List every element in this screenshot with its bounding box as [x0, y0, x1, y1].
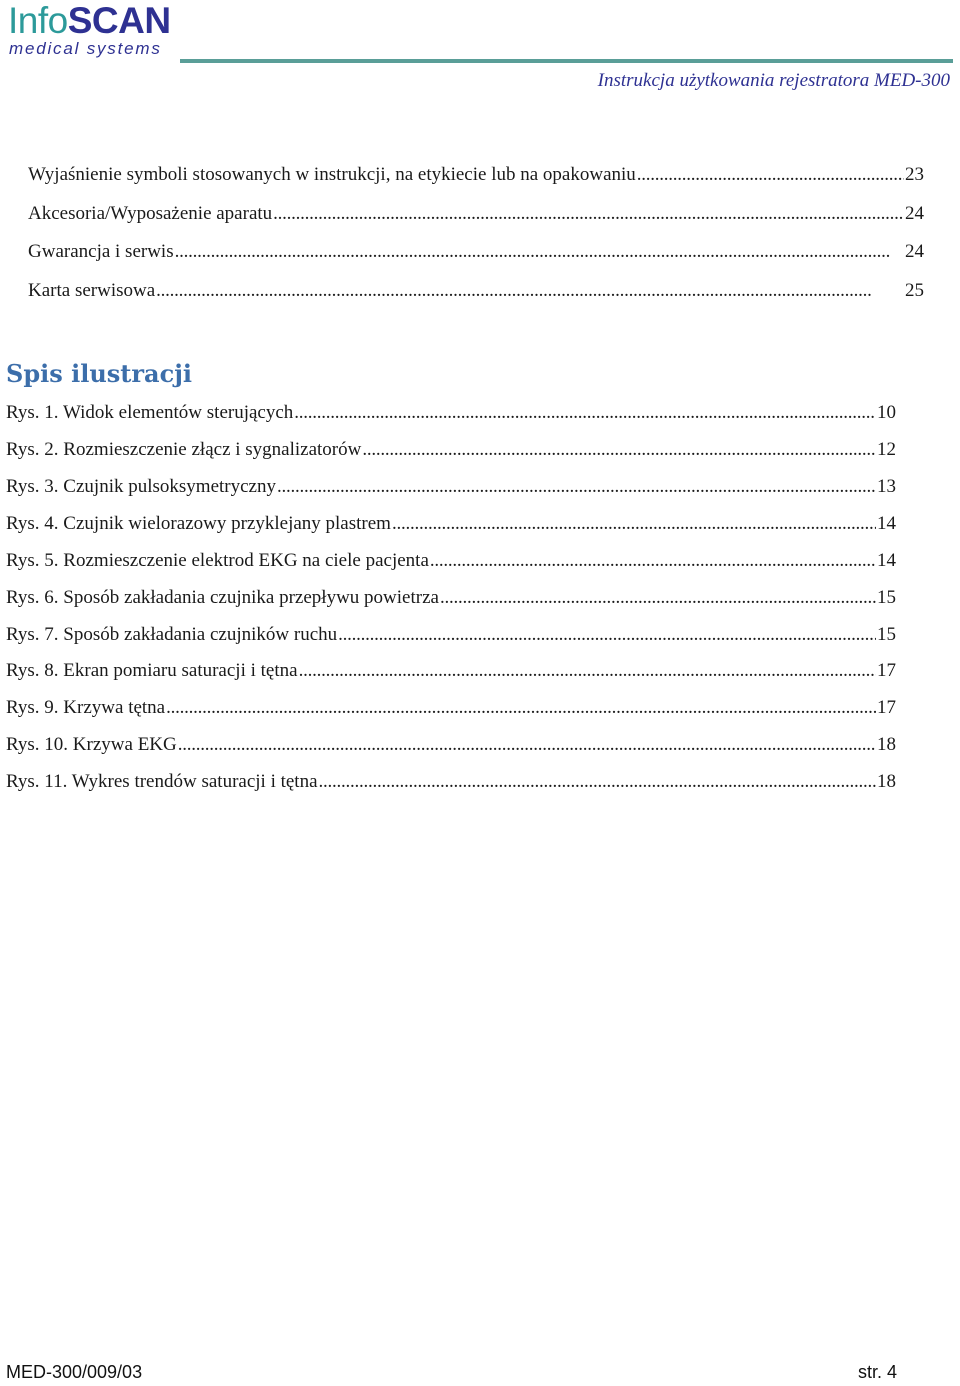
toc-leader-dots [277, 475, 876, 499]
figure-entry-label: Rys. 3. Czujnik pulsoksymetryczny [6, 476, 276, 497]
toc-leader-dots [166, 696, 876, 720]
figure-entry[interactable] [6, 586, 896, 610]
figure-entry[interactable] [6, 438, 896, 462]
toc-entry-label: Wyjaśnienie symboli stosowanych w instrukcji, na etykiecie lub na opakowaniu [28, 164, 636, 185]
toc-entry-page: 25 [905, 280, 924, 301]
toc-entry[interactable] [28, 279, 924, 303]
figure-entry-page: 18 [877, 771, 896, 792]
toc-leader-dots [156, 279, 904, 303]
toc-leader-dots [362, 438, 876, 462]
toc-entry[interactable] [28, 163, 924, 187]
toc-leader-dots [430, 549, 876, 573]
figure-entry-page: 18 [877, 734, 896, 755]
figure-entry-page: 14 [877, 550, 896, 571]
figure-entry-label: Rys. 10. Krzywa EKG [6, 734, 177, 755]
logo-scan-text: SCAN [67, 0, 171, 41]
logo-wordmark [8, 2, 188, 40]
header-divider [180, 59, 953, 63]
figure-entry-label: Rys. 4. Czujnik wielorazowy przyklejany plastrem [6, 513, 391, 534]
figure-entry[interactable] [6, 512, 896, 536]
company-logo [8, 2, 188, 57]
document-title: Instrukcja użytkowania rejestratora MED-300 [597, 70, 950, 91]
figure-entry[interactable] [6, 696, 896, 720]
toc-entry-label: Akcesoria/Wyposażenie aparatu [28, 203, 273, 224]
figure-entry-label: Rys. 9. Krzywa tętna [6, 697, 166, 718]
figure-entry-page: 15 [877, 587, 896, 608]
toc-leader-dots [392, 512, 876, 536]
figure-entry-page: 17 [877, 660, 896, 681]
figure-entry-label: Rys. 5. Rozmieszczenie elektrod EKG na ciele pacjenta [6, 550, 429, 571]
toc-entry-page: 24 [905, 241, 924, 262]
figure-entry-label: Rys. 6. Sposób zakładania czujnika przepływu powietrza [6, 587, 439, 608]
toc-leader-dots [637, 163, 904, 187]
toc-leader-dots [294, 401, 876, 425]
figure-entry-label: Rys. 7. Sposób zakładania czujników ruchu [6, 624, 338, 645]
figure-entry[interactable] [6, 401, 896, 425]
figure-entry-page: 13 [877, 476, 896, 497]
figure-entry-label: Rys. 11. Wykres trendów saturacji i tętna [6, 771, 318, 792]
toc-leader-dots [175, 240, 904, 264]
toc-entry-label: Gwarancja i serwis [28, 241, 174, 262]
figures-heading: Spis ilustracji [6, 359, 192, 388]
toc-leader-dots [178, 733, 876, 757]
figure-entry-page: 10 [877, 402, 896, 423]
figure-entry[interactable] [6, 659, 896, 683]
toc-leader-dots [319, 770, 876, 794]
toc-leader-dots [299, 659, 876, 683]
toc-entry-page: 24 [905, 203, 924, 224]
figure-entry-page: 15 [877, 624, 896, 645]
figure-entry[interactable] [6, 623, 896, 647]
toc-entry-label: Karta serwisowa [28, 280, 156, 301]
figure-entry-page: 12 [877, 439, 896, 460]
toc-leader-dots [440, 586, 876, 610]
footer-page-number: str. 4 [857, 1362, 897, 1382]
toc-leader-dots [273, 202, 904, 226]
figure-entry-label: Rys. 2. Rozmieszczenie złącz i sygnalizatorów [6, 439, 362, 460]
logo-info-text: Info [8, 0, 68, 41]
toc-entry[interactable] [28, 240, 924, 264]
figure-entry[interactable] [6, 475, 896, 499]
figure-entry[interactable] [6, 549, 896, 573]
figure-entry-label: Rys. 8. Ekran pomiaru saturacji i tętna [6, 660, 298, 681]
toc-leader-dots [338, 623, 876, 647]
figure-entry[interactable] [6, 770, 896, 794]
figure-entry-page: 17 [877, 697, 896, 718]
footer-doc-number: MED-300/009/03 [6, 1362, 143, 1382]
figure-entry-label: Rys. 1. Widok elementów sterujących [6, 402, 294, 423]
figure-entry[interactable] [6, 733, 896, 757]
toc-entry[interactable] [28, 202, 924, 226]
figure-entry-page: 14 [877, 513, 896, 534]
logo-subtitle: medical systems [9, 39, 162, 58]
toc-entry-page: 23 [905, 164, 924, 185]
